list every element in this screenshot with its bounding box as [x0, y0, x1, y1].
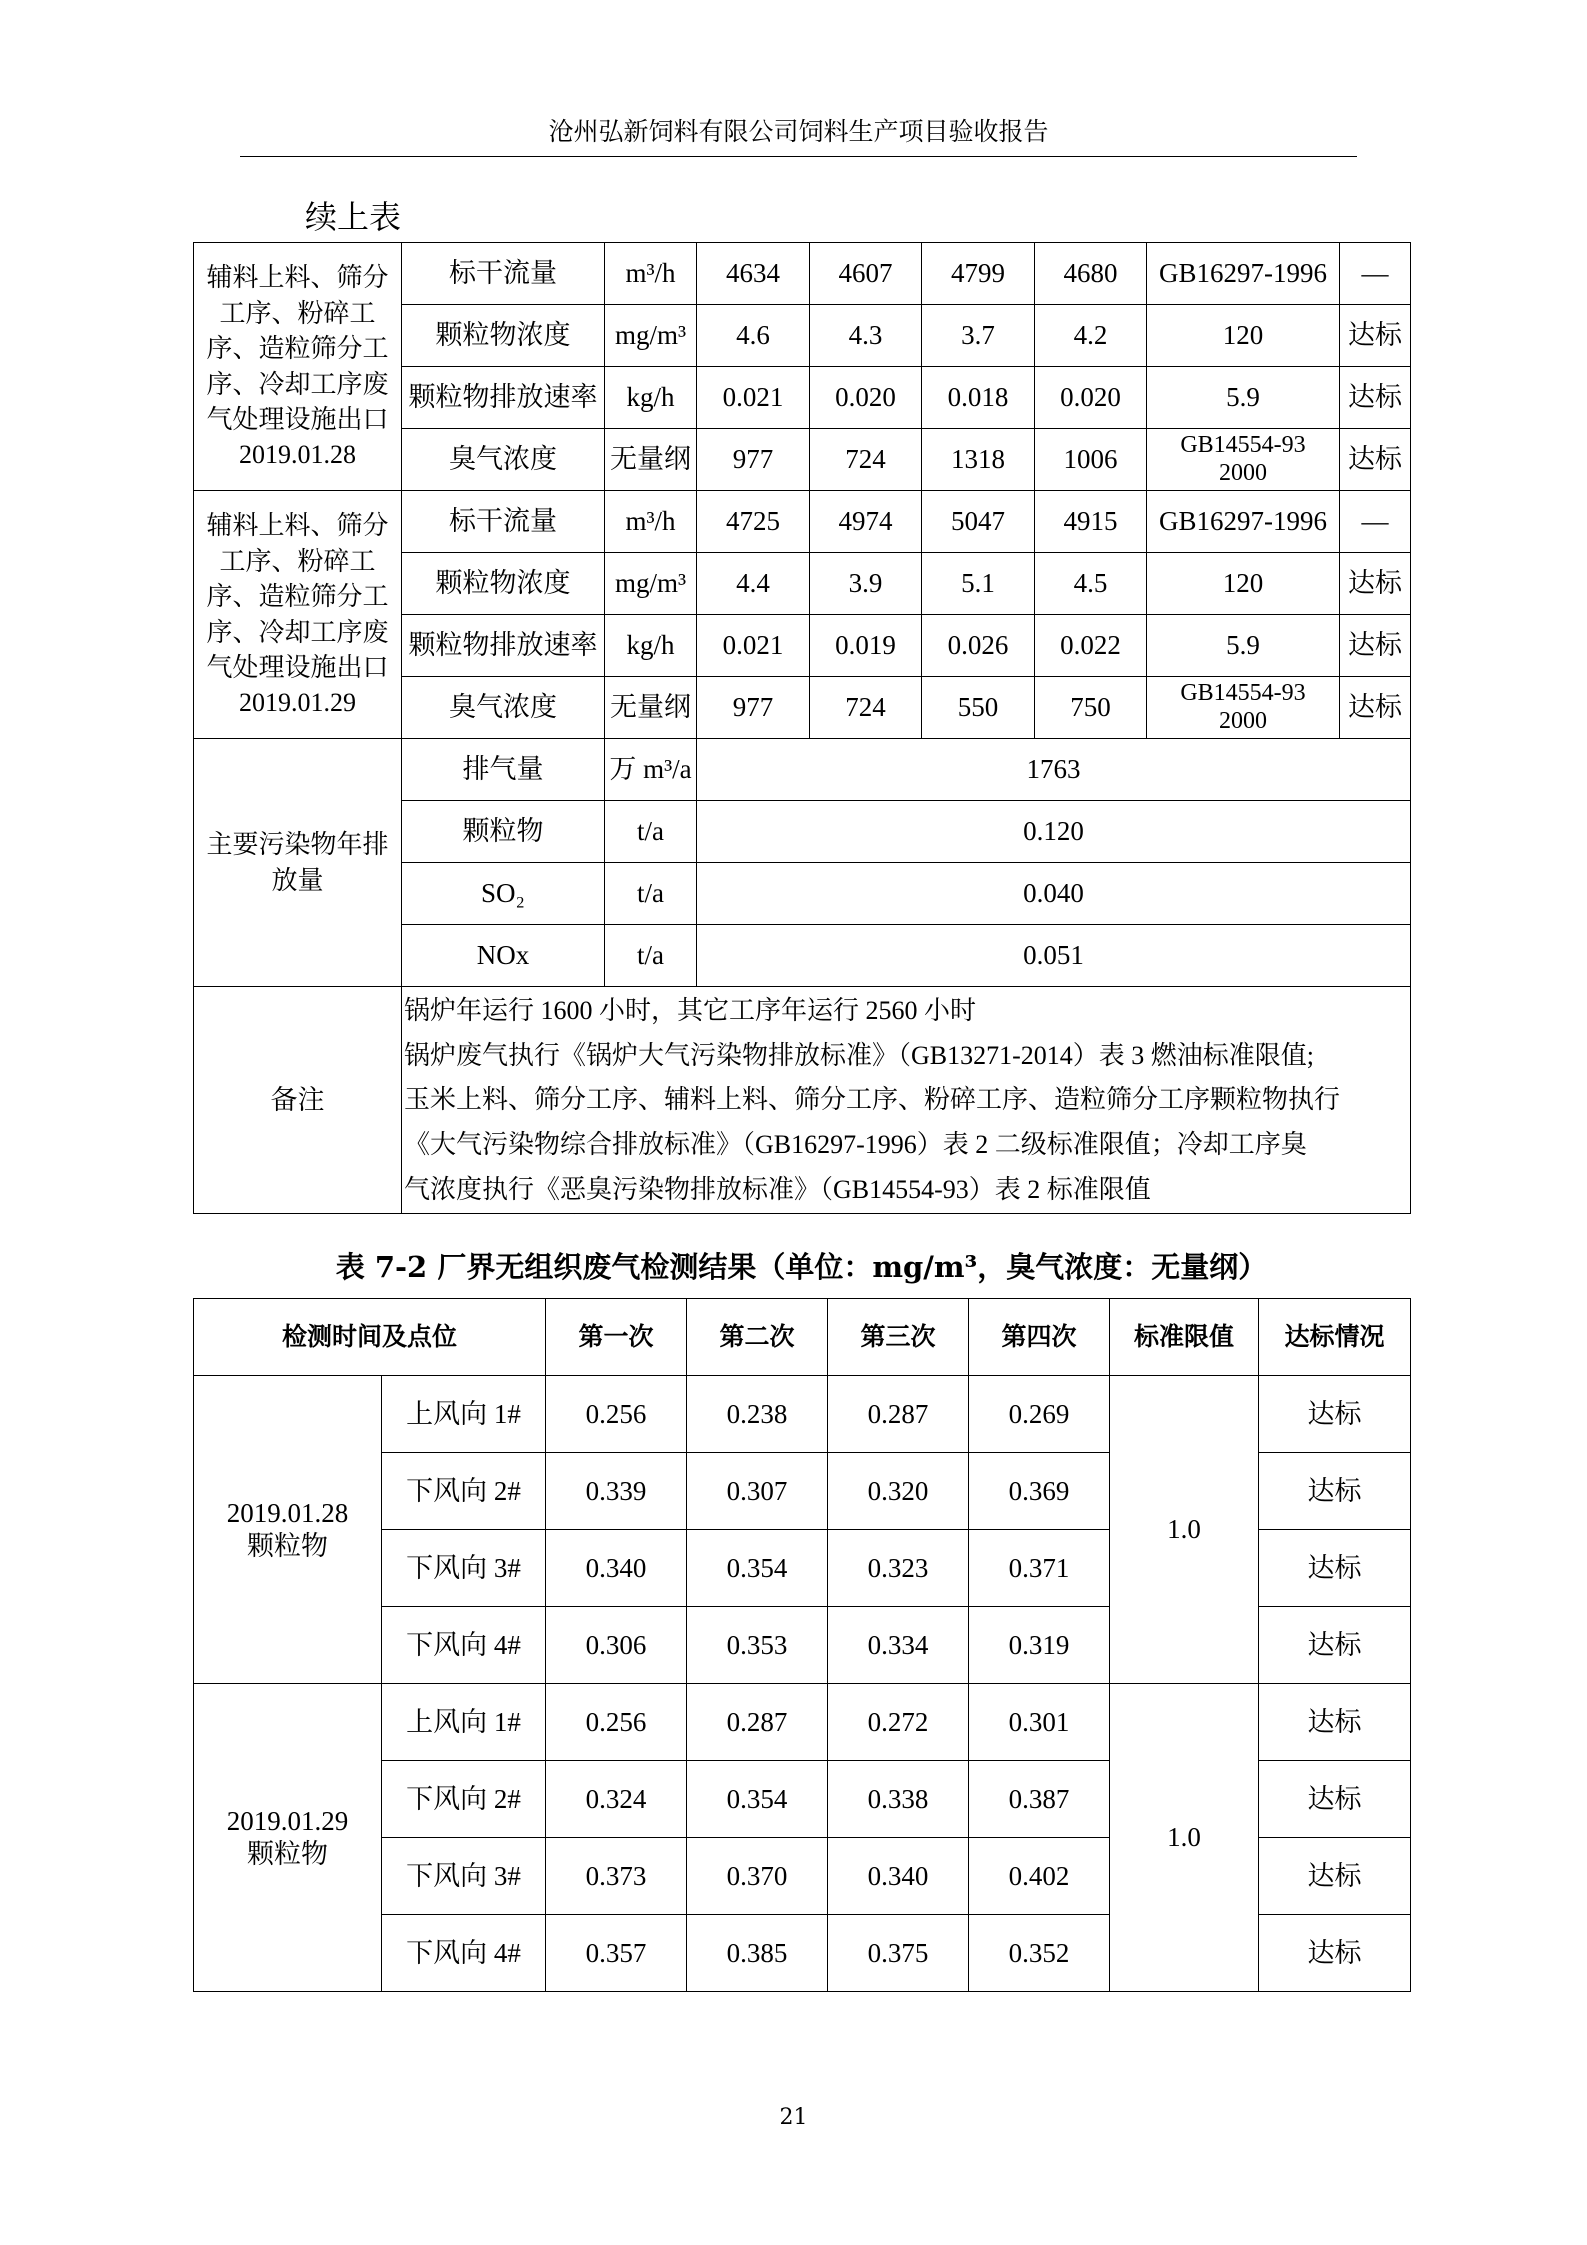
- value-cell: 4915: [1035, 491, 1147, 553]
- value-cell: 0.385: [687, 1915, 828, 1992]
- monitoring-point: 上风向 1#: [382, 1376, 546, 1453]
- value-cell: 4.5: [1035, 553, 1147, 615]
- value-cell: 0.287: [828, 1376, 969, 1453]
- unit-cell: m³/h: [605, 491, 697, 553]
- item-cell: NOx: [402, 925, 605, 987]
- value-cell: 0.373: [546, 1838, 687, 1915]
- value-cell: 4.6: [697, 305, 810, 367]
- item-cell: SO₂: [402, 863, 605, 925]
- value-cell: 4607: [810, 243, 922, 305]
- result-cell: —: [1340, 243, 1411, 305]
- item-cell: 颗粒物浓度: [402, 553, 605, 615]
- header-cell: 检测时间及点位: [194, 1299, 546, 1376]
- sampling-location-cell: 辅料上料、筛分工序、粉碎工序、造粒筛分工序、冷却工序废气处理设施出口2019.01.28: [194, 243, 402, 491]
- item-cell: 颗粒物: [402, 801, 605, 863]
- value-cell: 1006: [1035, 429, 1147, 491]
- value-cell: 0.339: [546, 1453, 687, 1530]
- value-cell: 977: [697, 429, 810, 491]
- value-cell: 5.1: [922, 553, 1035, 615]
- value-cell: 4.3: [810, 305, 922, 367]
- monitoring-point: 下风向 3#: [382, 1530, 546, 1607]
- value-cell: 4680: [1035, 243, 1147, 305]
- fugitive-emission-table: [193, 1298, 1411, 1992]
- value-cell: 0.301: [969, 1684, 1110, 1761]
- unit-cell: 无量纲: [605, 677, 697, 739]
- remarks-line: 气浓度执行《恶臭污染物排放标准》（GB14554-93）表 2 标准限值: [404, 1174, 1151, 1204]
- sampling-location-cell: 辅料上料、筛分工序、粉碎工序、造粒筛分工序、冷却工序废气处理设施出口2019.01.29: [194, 491, 402, 739]
- item-cell: 臭气浓度: [402, 677, 605, 739]
- value-cell: 0.238: [687, 1376, 828, 1453]
- value-cell: 4799: [922, 243, 1035, 305]
- value-cell: 0.370: [687, 1838, 828, 1915]
- annual-emission-label: 主要污染物年排放量: [194, 739, 402, 987]
- value-cell: 0.020: [810, 367, 922, 429]
- pollutant-name: 颗粒物: [247, 1530, 328, 1561]
- standard-cell: [1147, 677, 1340, 739]
- remarks-line: 《大气污染物综合排放标准》（GB16297-1996）表 2 二级标准限值；冷却工序臭: [404, 1130, 1307, 1160]
- result-cell: 达标: [1340, 553, 1411, 615]
- value-cell: 550: [922, 677, 1035, 739]
- annual-value-cell: 0.040: [697, 863, 1411, 925]
- value-cell: 0.340: [828, 1838, 969, 1915]
- value-cell: 4.2: [1035, 305, 1147, 367]
- value-cell: 0.269: [969, 1376, 1110, 1453]
- remarks-line: 锅炉年运行 1600 小时，其它工序年运行 2560 小时: [404, 996, 977, 1025]
- result-cell: 达标: [1259, 1684, 1411, 1761]
- unit-cell: 无量纲: [605, 429, 697, 491]
- value-cell: 4634: [697, 243, 810, 305]
- table-row: [194, 491, 1411, 553]
- result-cell: —: [1340, 491, 1411, 553]
- monitoring-point: 下风向 4#: [382, 1915, 546, 1992]
- standard-cell: GB16297-1996: [1147, 491, 1340, 553]
- value-cell: 0.256: [546, 1376, 687, 1453]
- item-cell: 颗粒物排放速率: [402, 367, 605, 429]
- standard-limit: 2000: [1219, 707, 1267, 734]
- value-cell: 0.323: [828, 1530, 969, 1607]
- value-cell: 0.357: [546, 1915, 687, 1992]
- table-title: 表 7-2 厂界无组织废气检测结果（单位：mg/m³，臭气浓度：无量纲）: [335, 1250, 1268, 1284]
- value-cell: 0.306: [546, 1607, 687, 1684]
- result-cell: 达标: [1259, 1838, 1411, 1915]
- unit-cell: t/a: [605, 801, 697, 863]
- remarks-line: 锅炉废气执行《锅炉大气污染物排放标准》（GB13271-2014）表 3 燃油标准限值;: [404, 1040, 1315, 1070]
- value-cell: 0.021: [697, 367, 810, 429]
- monitoring-point: 下风向 2#: [382, 1761, 546, 1838]
- value-cell: 0.353: [687, 1607, 828, 1684]
- date-pollutant-cell: [194, 1684, 382, 1992]
- value-cell: 1318: [922, 429, 1035, 491]
- sampling-date: 2019.01.28: [226, 1498, 349, 1529]
- value-cell: 0.021: [697, 615, 810, 677]
- value-cell: 0.320: [828, 1453, 969, 1530]
- value-cell: 5047: [922, 491, 1035, 553]
- header-cell: 第一次: [546, 1299, 687, 1376]
- value-cell: 0.307: [687, 1453, 828, 1530]
- table-header-row: [194, 1299, 1411, 1376]
- standard-cell: GB16297-1996: [1147, 243, 1340, 305]
- remarks-label: 备注: [194, 987, 402, 1214]
- result-cell: 达标: [1340, 367, 1411, 429]
- remarks-row: [194, 987, 1411, 1214]
- monitoring-point: 下风向 2#: [382, 1453, 546, 1530]
- unit-cell: kg/h: [605, 367, 697, 429]
- item-cell: 标干流量: [402, 491, 605, 553]
- value-cell: 977: [697, 677, 810, 739]
- value-cell: 3.9: [810, 553, 922, 615]
- value-cell: 4725: [697, 491, 810, 553]
- value-cell: 0.369: [969, 1453, 1110, 1530]
- page-number: 21: [779, 2105, 808, 2130]
- result-cell: 达标: [1340, 429, 1411, 491]
- standard-limit-cell: 1.0: [1110, 1376, 1259, 1684]
- value-cell: 0.334: [828, 1607, 969, 1684]
- value-cell: 0.324: [546, 1761, 687, 1838]
- result-cell: 达标: [1259, 1376, 1411, 1453]
- pollutant-name: 颗粒物: [247, 1838, 328, 1869]
- value-cell: 0.387: [969, 1761, 1110, 1838]
- value-cell: 724: [810, 677, 922, 739]
- annual-value-cell: 1763: [697, 739, 1411, 801]
- value-cell: 0.287: [687, 1684, 828, 1761]
- standard-code: GB14554-93: [1180, 679, 1306, 706]
- value-cell: 750: [1035, 677, 1147, 739]
- value-cell: 4974: [810, 491, 922, 553]
- page-header: 沧州弘新饲料有限公司饲料生产项目验收报告: [240, 112, 1357, 157]
- value-cell: 0.340: [546, 1530, 687, 1607]
- standard-cell: 5.9: [1147, 367, 1340, 429]
- standard-cell: 5.9: [1147, 615, 1340, 677]
- sampling-date: 2019.01.29: [226, 1806, 349, 1837]
- standard-cell: 120: [1147, 553, 1340, 615]
- header-cell: 第三次: [828, 1299, 969, 1376]
- value-cell: 0.338: [828, 1761, 969, 1838]
- value-cell: 0.026: [922, 615, 1035, 677]
- table-row: [194, 1376, 1411, 1453]
- table-row: [194, 1684, 1411, 1761]
- item-cell: 臭气浓度: [402, 429, 605, 491]
- header-cell: 第四次: [969, 1299, 1110, 1376]
- result-cell: 达标: [1259, 1453, 1411, 1530]
- header-cell: 第二次: [687, 1299, 828, 1376]
- unit-cell: mg/m³: [605, 305, 697, 367]
- value-cell: 0.018: [922, 367, 1035, 429]
- value-cell: 724: [810, 429, 922, 491]
- date-pollutant-cell: [194, 1376, 382, 1684]
- unit-cell: t/a: [605, 925, 697, 987]
- unit-cell: mg/m³: [605, 553, 697, 615]
- value-cell: 0.352: [969, 1915, 1110, 1992]
- value-cell: 0.022: [1035, 615, 1147, 677]
- item-cell: 标干流量: [402, 243, 605, 305]
- value-cell: 0.371: [969, 1530, 1110, 1607]
- standard-code: GB14554-93: [1180, 431, 1306, 458]
- result-cell: 达标: [1340, 305, 1411, 367]
- unit-cell: kg/h: [605, 615, 697, 677]
- standard-limit-cell: 1.0: [1110, 1684, 1259, 1992]
- standard-limit: 2000: [1219, 459, 1267, 486]
- result-cell: 达标: [1259, 1607, 1411, 1684]
- result-cell: 达标: [1259, 1761, 1411, 1838]
- value-cell: 0.402: [969, 1838, 1110, 1915]
- monitoring-point: 下风向 3#: [382, 1838, 546, 1915]
- result-cell: 达标: [1340, 677, 1411, 739]
- standard-cell: [1147, 429, 1340, 491]
- header-cell: 标准限值: [1110, 1299, 1259, 1376]
- monitoring-point: 上风向 1#: [382, 1684, 546, 1761]
- header-cell: 达标情况: [1259, 1299, 1411, 1376]
- standard-cell: 120: [1147, 305, 1340, 367]
- monitoring-point: 下风向 4#: [382, 1607, 546, 1684]
- value-cell: 0.020: [1035, 367, 1147, 429]
- result-cell: 达标: [1259, 1530, 1411, 1607]
- table-row: [194, 243, 1411, 305]
- result-cell: 达标: [1340, 615, 1411, 677]
- emission-table-continued: [193, 242, 1411, 1214]
- value-cell: 0.375: [828, 1915, 969, 1992]
- remarks-content: [402, 987, 1411, 1214]
- table-row: [194, 739, 1411, 801]
- value-cell: 0.256: [546, 1684, 687, 1761]
- value-cell: 0.272: [828, 1684, 969, 1761]
- result-cell: 达标: [1259, 1915, 1411, 1992]
- value-cell: 0.019: [810, 615, 922, 677]
- unit-cell: t/a: [605, 863, 697, 925]
- unit-cell: 万 m³/a: [605, 739, 697, 801]
- value-cell: 0.354: [687, 1761, 828, 1838]
- item-cell: 颗粒物排放速率: [402, 615, 605, 677]
- annual-value-cell: 0.051: [697, 925, 1411, 987]
- item-cell: 颗粒物浓度: [402, 305, 605, 367]
- value-cell: 4.4: [697, 553, 810, 615]
- value-cell: 0.319: [969, 1607, 1110, 1684]
- unit-cell: m³/h: [605, 243, 697, 305]
- continued-label: 续上表: [305, 198, 402, 236]
- item-cell: 排气量: [402, 739, 605, 801]
- value-cell: 0.354: [687, 1530, 828, 1607]
- annual-value-cell: 0.120: [697, 801, 1411, 863]
- remarks-line: 玉米上料、筛分工序、辅料上料、筛分工序、粉碎工序、造粒筛分工序颗粒物执行: [404, 1085, 1341, 1115]
- value-cell: 3.7: [922, 305, 1035, 367]
